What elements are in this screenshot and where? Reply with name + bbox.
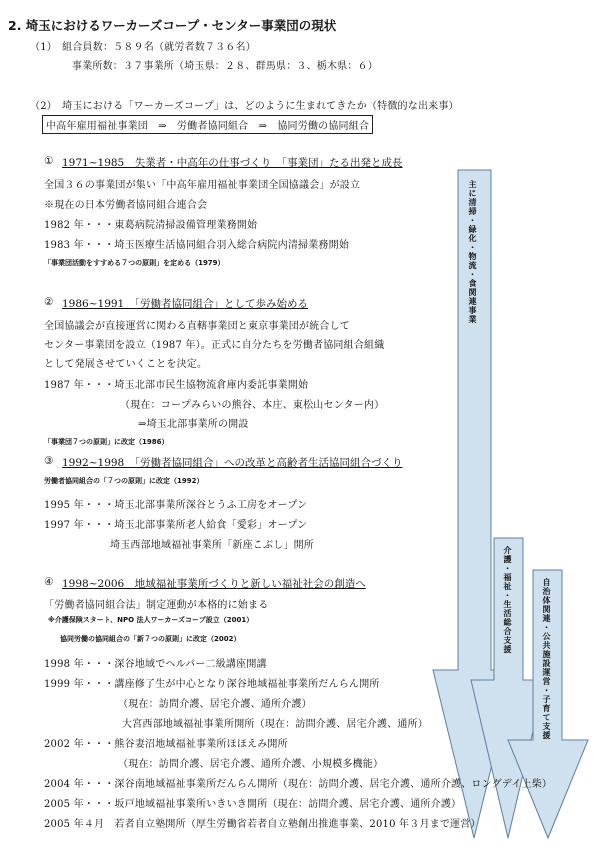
section2-line: 全国協議会が直接運営に関わる直轄事業団と東京事業団が統合して: [44, 321, 350, 332]
section4-heading: 1998~2006 地域福祉事業所づくりと新しい福祉社会の創造へ: [62, 578, 366, 590]
section4-line: 2005 年４月 若者自立塾開所（厚生労働省若者自立塾創出推進事業、2010 年３月まで運営）: [44, 819, 481, 830]
section4-line: 1998 年・・・深谷地域でヘルパー二級講座開講: [44, 659, 267, 670]
section1-num: ①: [44, 155, 54, 167]
section2-num: ②: [44, 296, 54, 308]
section4-line: 1999 年・・・講座修了生が中心となり深谷地域福祉事業所だんらん開所: [44, 679, 380, 690]
section1-note: 「事業団活動をすすめる７つの原則」を定める（1979）: [44, 259, 225, 267]
section3-line: 1995 年・・・埼玉北部事業所深谷とうふ工房をオープン: [44, 500, 308, 511]
section1-line: 全国３６の事業団が集い「中高年雇用福祉事業団全国協議会」が設立: [44, 180, 361, 191]
section2-line: ⇒埼玉北部事業所の開設: [138, 419, 249, 430]
section3-note: 労働者協同組合の「７つの原則」に改定（1992）: [44, 477, 204, 485]
page-title: 2. 埼玉におけるワーカーズコープ・センター事業団の現状: [8, 18, 337, 33]
section2-note: 「事業団７つの原則」に改定（1986）: [44, 438, 169, 446]
section3-line: 1997 年・・・埼玉北部事業所老人給食「愛彩」オープン: [44, 520, 308, 531]
section2-line: センター事業団を設立（1987 年）。正式に自分たちを労働者協同組合組織: [44, 340, 385, 351]
arrow-label-municipal: 自治体関連・公共施設運営・子育て支援: [542, 578, 551, 740]
section4-line: 「労働者協同組合法」制定運動が本格的に始まる: [44, 600, 269, 611]
arrow-label-care: 介護・福祉・生活総合支援: [503, 546, 512, 654]
section4-line: 2005 年・・・坂戸地域福祉事業所いきいき開所（現在：訪問介護、居宅介護、通所介護）: [44, 799, 462, 810]
arrow-label-cleaning: 主に清掃・緑化・物流・食関連事業: [468, 180, 477, 324]
section4-note: 協同労働の協同組合の「新７つの原則」に改定（2002）: [60, 635, 241, 643]
section2-line: （現在：コープみらいの熊谷、本庄、東松山センター内）: [120, 400, 385, 411]
section2-line: として発展させていくことを決定。: [44, 359, 208, 370]
section4-note: ※介護保険スタート、NPO 法人ワーカーズコープ設立（2001）: [48, 616, 254, 624]
section4-line: （現在：訪問介護、居宅介護、通所介護）: [118, 699, 312, 710]
members-count: （1） 組合員数：５８９名（就労者数７３６名）: [30, 42, 256, 53]
section1-heading: 1971~1985 失業者・中高年の仕事づくり 「事業団」たる出発と成長: [62, 157, 403, 169]
office-count: 事業所数：３７事業所（埼玉県：２８、群馬県：３、栃木県：６）: [72, 61, 378, 72]
section3-heading: 1992~1998 「労働者協同組合」への改革と高齢者生活協同組合づくり: [62, 457, 403, 469]
history-flow-box: 中高年雇用福祉事業団 ⇒ 労働者協同組合 ⇒ 協同労働の協同組合: [42, 115, 373, 134]
section4-line: 大宮西部地域福祉事業所開所（現在：訪問介護、居宅介護、通所）: [122, 719, 428, 730]
section2-line: 1987 年・・・埼玉北部市民生協物流倉庫内委託事業開始: [44, 380, 309, 391]
section4-line: 2002 年・・・熊谷妻沼地域福祉事業所ほほえみ開所: [44, 739, 288, 750]
section4-num: ④: [44, 576, 54, 588]
section3-line: 埼玉西部地域福祉事業所「新座こぶし」開所: [110, 540, 314, 551]
section2-heading: 1986~1991 「労働者協同組合」として歩み始める: [62, 298, 308, 310]
section1-line: ※現在の日本労働者協同組合連合会: [44, 200, 208, 211]
section1-line: 1983 年・・・埼玉医療生活協同組合羽入総合病院内清掃業務開始: [44, 240, 350, 251]
section1-line: 1982 年・・・東葛病院清掃設備管理業務開始: [44, 220, 258, 231]
section4-line: 2004 年・・・深谷南地域福祉事業所だんらん開所（現在：訪問介護、居宅介護、通所介護、ロングデイ上柴）: [44, 779, 553, 790]
history-heading: （2） 埼玉における「ワーカーズコープ」は、どのように生まれてきたか（特徴的な出来事）: [30, 101, 459, 112]
section4-line: （現在：訪問介護、居宅介護、通所介護、小規模多機能）: [118, 759, 384, 770]
section3-num: ③: [44, 455, 54, 467]
